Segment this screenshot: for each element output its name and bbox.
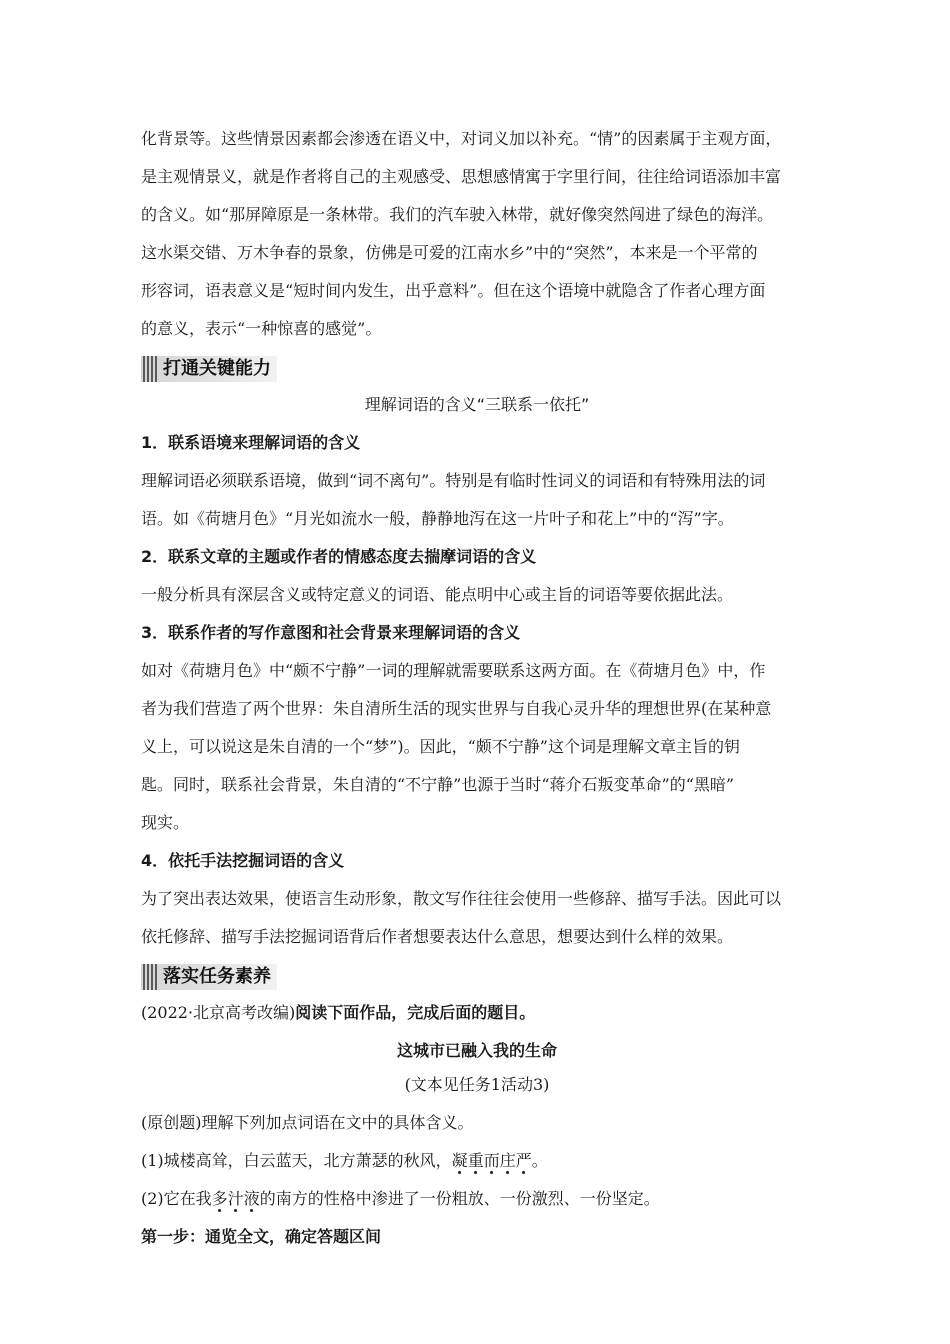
article-title: 这城市已融入我的生命 bbox=[396, 1041, 557, 1060]
intro-line: 这水渠交错、万木争春的景象，仿佛是可爱的江南水乡”中的“突然”，本来是一个平常的 bbox=[141, 243, 758, 262]
dotted-char: 而 bbox=[483, 1151, 500, 1170]
intro-line: 的意义，表示“一种惊喜的感觉”。 bbox=[141, 319, 382, 338]
intro-line: 化背景等。这些情景因素都会渗透在语义中，对词义加以补充。“情”的因素属于主观方面， bbox=[141, 129, 782, 148]
item-line: 义上，可以说这是朱自清的一个“梦”)。因此，“颇不宁静”这个词是理解文章主旨的钥 bbox=[141, 737, 740, 756]
question-stem: (原创题)理解下列加点词语在文中的具体含义。 bbox=[141, 1113, 474, 1132]
document-content bbox=[141, 120, 813, 1256]
intro-line: 是主观情景义，就是作者将自己的主观感受、思想感情寓于字里行间，往往给词语添加丰富 bbox=[141, 167, 782, 186]
intro-line: 的含义。如“那屏障原是一条林带。我们的汽车驶入林带，就好像突然闯进了绿色的海洋。 bbox=[141, 205, 774, 224]
question-text: (1)城楼高耸，白云蓝天，北方萧瑟的秋风， bbox=[141, 1151, 452, 1170]
item-line: 依托修辞、描写手法挖掘词语背后作者想要表达什么意思，想要达到什么样的效果。 bbox=[141, 927, 734, 946]
item-heading: 4．依托手法挖掘词语的含义 bbox=[141, 851, 345, 870]
source-line bbox=[141, 994, 813, 1032]
item-heading: 3．联系作者的写作意图和社会背景来理解词语的含义 bbox=[141, 623, 521, 642]
article-note: (文本见任务1活动3) bbox=[404, 1075, 550, 1094]
question-item-2 bbox=[141, 1180, 813, 1218]
dotted-char: 重 bbox=[467, 1151, 484, 1170]
section-header-key-abilities bbox=[141, 348, 813, 386]
item-line: 匙。同时，联系社会背景，朱自清的“不宁静”也源于当时“蒋介石叛变革命”的“黑暗” bbox=[141, 775, 735, 794]
item-line: 现实。 bbox=[141, 813, 190, 832]
item-line: 一般分析具有深层含义或特定意义的词语、能点明中心或主旨的词语等要依据此法。 bbox=[141, 585, 734, 604]
item-line: 为了突出表达效果，使语言生动形象，散文写作往往会使用一些修辞、描写手法。因此可以 bbox=[141, 889, 782, 908]
question-punct: 。 bbox=[531, 1151, 548, 1170]
dotted-char: 庄 bbox=[499, 1151, 516, 1170]
section-header-task-literacy bbox=[141, 956, 813, 994]
source-prefix: (2022·北京高考改编) bbox=[141, 1003, 296, 1022]
dotted-char: 严 bbox=[515, 1151, 532, 1170]
item-line: 者为我们营造了两个世界：朱自清所生活的现实世界与自我心灵升华的理想世界(在某种意 bbox=[141, 699, 772, 718]
section-header-stripes-icon bbox=[143, 964, 157, 990]
question-item-1 bbox=[141, 1142, 813, 1180]
step-heading: 第一步：通览全文，确定答题区间 bbox=[141, 1227, 382, 1246]
item-line: 理解词语必须联系语境，做到“词不离句”。特别是有临时性词义的词语和有特殊用法的词 bbox=[141, 471, 766, 490]
section-header-stripes-icon bbox=[143, 356, 157, 382]
source-instruction: 阅读下面作品，完成后面的题目。 bbox=[295, 1003, 536, 1022]
section-subtitle: 理解词语的含义“三联系一依托” bbox=[364, 395, 590, 414]
question-text: (2)它在我 bbox=[141, 1189, 212, 1208]
dotted-char: 汁 bbox=[227, 1189, 244, 1208]
question-text: 的南方的性格中渗进了一份粗放、一份激烈、一份坚定。 bbox=[259, 1189, 660, 1208]
item-heading: 1．联系语境来理解词语的含义 bbox=[141, 433, 361, 452]
item-heading: 2．联系文章的主题或作者的情感态度去揣摩词语的含义 bbox=[141, 547, 537, 566]
dotted-char: 凝 bbox=[451, 1151, 468, 1170]
section-header-title: 落实任务素养 bbox=[163, 966, 271, 987]
section-header-title: 打通关键能力 bbox=[163, 358, 271, 379]
dotted-char: 液 bbox=[243, 1189, 260, 1208]
intro-line: 形容词，语表意义是“短时间内发生，出乎意料”。但在这个语境中就隐含了作者心理方面 bbox=[141, 281, 766, 300]
item-line: 语。如《荷塘月色》“月光如流水一般，静静地泻在这一片叶子和花上”中的“泻”字。 bbox=[141, 509, 734, 528]
item-line: 如对《荷塘月色》中“颇不宁静”一词的理解就需要联系这两方面。在《荷塘月色》中，作 bbox=[141, 661, 766, 680]
intro-paragraph bbox=[141, 120, 813, 348]
dotted-char: 多 bbox=[211, 1189, 228, 1208]
